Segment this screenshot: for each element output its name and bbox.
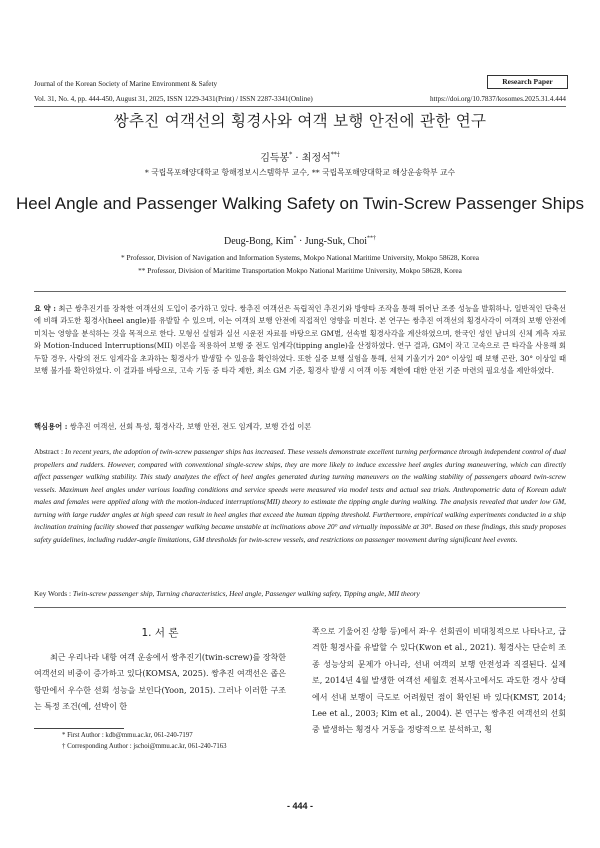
keywords-korean-label: 핵심용어 : xyxy=(34,422,68,431)
author2-mark-en: **† xyxy=(367,235,377,242)
abstract-korean-text: 최근 쌍추진기를 장착한 여객선의 도입이 증가하고 있다. 쌍추진 여객선은 독립적인 추진기와 방향타 조작을 통해 뛰어난 조종 성능을 발휘하나, 일반적인 단축선에 비해 과도한 횡경사(heel angle)를 유발할 수 있으며, 이는 여객의 보행 안전에 직접적인 영향을 미친다. 본 연구는 쌍추진 여객선의 횡경사각이 여객의 보행 안전에 미치는 영향을 분석하는 것을 목적으로 한다. 모형선 실험과 실선 시운전 자료를 바탕으로 GM별, 선속별 횡경사각을 계산하였으며, 한국인 성인 남녀의 신체 계측 자료와 Motion-Induced Interruptions(MII) 이론을 적용하여 보행 중 전도 임계각(tipping angle)을 산정하였다. 연구 결과, GM이 작고 고속으로 큰 타각을 사용해 회두할 경우, 사람의 전도 임계각을 초과하는 횡경사가 발생할 수 있음을 확인하였다. 또한 실증 보행 실험을 통해, 선체 기울기가 20° 이상일 때 보행 곤란, 30° 이상일 때 보행 불가를 확인하였다. 이 결과를 바탕으로, 고속 기동 중 타각 제한, 최소 GM 기준, 횡경사 발생 시 여객 이동 제한에 대한 안전 기준 마련의 필요성을 제안하였다. xyxy=(34,304,567,376)
title-english: Heel Angle and Passenger Walking Safety on Twin-Screw Passenger Ships xyxy=(16,194,584,213)
author2-mark-ko: **† xyxy=(330,151,340,159)
abstract-korean xyxy=(34,303,566,377)
keywords-english xyxy=(34,589,566,598)
keywords-korean xyxy=(34,422,566,432)
footnote-rule xyxy=(34,728,124,729)
abstract-korean-label: 요 약 : xyxy=(34,304,56,313)
author2-name-ko: 최정석 xyxy=(301,153,331,164)
abstract-english xyxy=(34,446,566,546)
article-type-badge: Research Paper xyxy=(487,75,568,89)
journal-info: Vol. 31, No. 4, pp. 444-450, August 31, 2025, ISSN 1229-3431(Print) / ISSN 2287-3341(Online) xyxy=(34,95,313,103)
abstract-english-text: In recent years, the adoption of twin-screw passenger ships has increased. These vessels demonstrate excellent turning performance through independent control of dual propellers and rudders. However, compared with conventional single-screw ships, they are more likely to induce excessive heel angles during maneuvering, which can directly affect passenger walking stability. This study analyzes the effect of heel angles generated during turning maneuvers on the walking stability of passengers aboard twin-screw vessels. Maximum heel angles under various loading conditions and service speeds were measured via model tests and actual sea trials. Anthropometric data of Korean adult males and females were applied along with the motion-induced interruptions(MII) theory to estimate the tipping angle during walking. The analysis revealed that under low GM, turning with large rudder angles at high speed can result in heel angles that exceed the human tipping threshold. Furthermore, empirical walking experiments conducted in a ship inclination training facility showed that passenger walking became unstable at inclinations above 20° and virtually impossible at 30°. Based on these findings, this study proposes safety guidelines, including rudder-angle limitations, GM thresholds for twin-screw vessels, and restrictions on passenger movement during significant heel events. xyxy=(34,447,566,544)
intro-paragraph-left: 최근 우리나라 내항 여객 운송에서 쌍추진기(twin-screw)를 장착한 여객선의 비중이 증가하고 있다(KOMSA, 2025). 쌍추진 여객선은 좁은 항만에서 우수한 선회 성능을 보인다(Yoon, 2015). 그러나 이러한 구조는 특정 조건(예, 선박이 한 xyxy=(34,653,286,712)
keywords-english-text: Twin-screw passenger ship, Turning characteristics, Heel angle, Passenger walking safety, Tipping angle, MII theory xyxy=(72,589,420,598)
abstract-top-rule xyxy=(34,291,566,292)
authors-korean xyxy=(0,149,600,164)
section-heading-introduction: 1. 서 론 xyxy=(141,627,179,639)
body-column-left xyxy=(34,650,286,716)
journal-name: Journal of the Korean Society of Marine Environment & Safety xyxy=(34,80,218,88)
author1-name-ko: 김득봉 xyxy=(260,153,290,164)
author-separator-en: · xyxy=(298,236,303,247)
authors-english xyxy=(0,236,600,247)
author2-name-en: Jung-Suk, Choi xyxy=(304,236,368,247)
header-rule xyxy=(34,106,566,107)
affiliation-korean: * 국립목포해양대학교 항해정보시스템학부 교수, ** 국립목포해양대학교 해상운송학부 교수 xyxy=(144,168,456,177)
body-column-right: 쪽으로 기울어진 상황 등)에서 좌·우 선회권이 비대칭적으로 나타나고, 급격한 횡경사를 유발할 수 있다(Kwon et al., 2021). 횡경사는 단순히 조종 성능상의 문제가 아니라, 선내 여객의 보행 안전성과 직결된다. 실제로, 2014년 4월 발생한 여객선 세월호 전복사고에서도 과도한 경사 상태에서 선내 보행이 극도로 어려웠던 점이 확인된 바 있다(KMST, 2014; Lee et al., 2003; Kim et al., 2004). 본 연구는 쌍추진 여객선의 선회 중 발생하는 횡경사 거동을 정량적으로 분석하고, 횡 xyxy=(312,627,566,735)
keywords-korean-text: 쌍추진 여객선, 선회 특성, 횡경사각, 보행 안전, 전도 임계각, 보행 간섭 이론 xyxy=(69,422,312,431)
affiliation-english-1: * Professor, Division of Navigation and Information Systems, Mokpo National Maritime University, Mokpo 58628, Korea xyxy=(121,253,479,262)
footnote-first-author: * First Author : kdb@mmu.ac.kr, 061-240-7197 xyxy=(62,732,193,739)
abstract-bottom-rule xyxy=(34,607,566,608)
author1-mark-ko: * xyxy=(289,151,293,159)
author-separator-ko: · xyxy=(295,153,299,164)
author1-name-en: Deug-Bong, Kim xyxy=(223,236,294,247)
doi-link[interactable]: https://doi.org/10.7837/kosomes.2025.31.4.444 xyxy=(429,95,566,103)
author1-mark-en: * xyxy=(293,235,297,242)
page-number: - 444 - xyxy=(286,801,313,811)
footnote-corresponding-author: † Corresponding Author : jschoi@mmu.ac.kr, 061-240-7163 xyxy=(62,743,227,750)
keywords-english-label: Key Words : xyxy=(34,589,72,598)
title-korean: 쌍추진 여객선의 횡경사와 여객 보행 안전에 관한 연구 xyxy=(113,112,487,130)
affiliation-english-2: ** Professor, Division of Maritime Transportation Mokpo National Maritime University, Mokpo 58628, Korea xyxy=(138,266,462,275)
abstract-english-label: Abstract : xyxy=(34,447,64,456)
